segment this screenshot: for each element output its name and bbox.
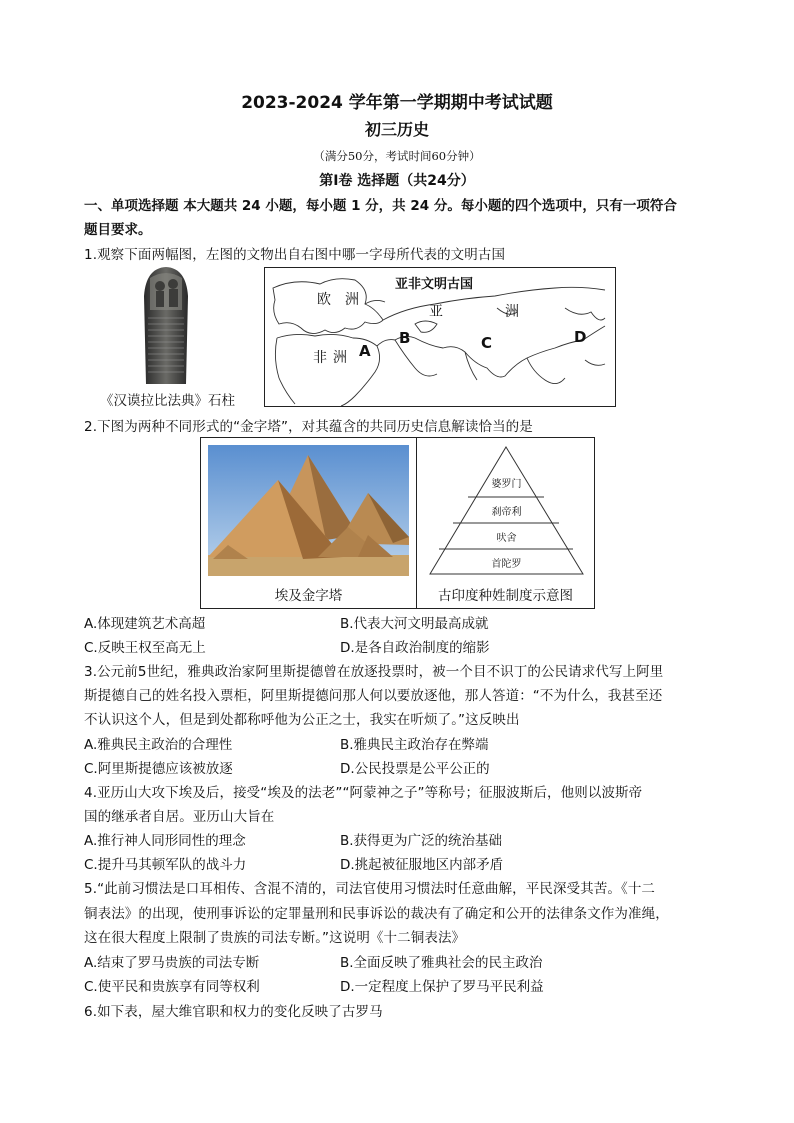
q6-stem: 6.如下表，屋大维官职和权力的变化反映了古罗马 (84, 1004, 383, 1020)
q5-option-a[interactable]: A.结束了罗马贵族的司法专断 (84, 955, 260, 971)
q1-stem: 1.观察下面两幅图，左图的文物出自右图中哪一字母所代表的文明古国 (84, 247, 506, 263)
q5-line-2: 铜表法》的出现，使刑事诉讼的定罪量刑和民事诉讼的裁决有了确定和公开的法律条文作为准绳， (84, 906, 669, 922)
q3-line-2: 斯提德自己的姓名投入票柜，阿里斯提德问那人何以要放逐他，那人答道：“不为什么，我甚至还 (84, 688, 663, 704)
subject-title: 初三历史 (364, 120, 429, 139)
q3-line-3: 不认识这个人，但是到处都称呼他为公正之士，我实在听烦了。”这反映出 (84, 712, 520, 728)
figure-divider (416, 438, 417, 608)
q5-line-1: 5.“此前习惯法是口耳相传、含混不清的，司法官使用习惯法时任意曲解，平民深受其苦。《十二 (84, 881, 656, 897)
q2-option-d[interactable]: D.是各自政治制度的缩影 (340, 640, 490, 656)
section-title: 第Ⅰ卷 选择题（共24分） (319, 173, 475, 189)
caste-pyramid-diagram (429, 445, 584, 575)
q4-line-1: 4.亚历山大攻下埃及后，接受“埃及的法老”“阿蒙神之子”等称号；征服波斯后，他则以波斯帝 (84, 785, 643, 801)
caste-kshatriya: 刹帝利 (491, 507, 522, 518)
q2-option-c[interactable]: C.反映王权至高无上 (84, 640, 206, 656)
q5-option-c[interactable]: C.使平民和贵族享有同等权利 (84, 979, 260, 995)
q2-option-b[interactable]: B.代表大河文明最高成就 (340, 616, 489, 632)
afro-asian-civilizations-map (264, 267, 616, 407)
q4-option-a[interactable]: A.推行神人同形同性的理念 (84, 833, 246, 849)
q2-option-a[interactable]: A.体现建筑艺术高超 (84, 616, 206, 632)
caste-vaishya: 吠舍 (496, 533, 517, 544)
exam-note: （满分50分，考试时间60分钟） (313, 149, 481, 163)
q4-option-b[interactable]: B.获得更为广泛的统治基础 (340, 833, 503, 849)
map-label-asia-1: 亚 (429, 304, 443, 320)
q3-option-b[interactable]: B.雅典民主政治存在弊端 (340, 737, 489, 753)
map-letter-c: C (481, 334, 493, 352)
q2-figure-table (200, 437, 595, 609)
q3-line-1: 3.公元前5世纪，雅典政治家阿里斯提德曾在放逐投票时，被一个目不识丁的公民请求代写上阿里 (84, 664, 664, 680)
map-label-africa-1: 非 (313, 350, 327, 366)
q5-option-b[interactable]: B.全面反映了雅典社会的民主政治 (340, 955, 543, 971)
instructions-line-2: 题目要求。 (84, 222, 152, 238)
exam-title: 2023-2024 学年第一学期期中考试试题 (241, 93, 553, 113)
map-label-europe-1: 欧 (317, 292, 331, 308)
caste-shudra: 首陀罗 (491, 559, 522, 570)
caste-caption: 古印度种姓制度示意图 (438, 588, 573, 604)
map-letter-d: D (574, 328, 587, 346)
map-label-asia-2: 洲 (505, 304, 519, 320)
q4-option-c[interactable]: C.提升马其顿军队的战斗力 (84, 857, 247, 873)
q4-option-d[interactable]: D.挑起被征服地区内部矛盾 (340, 857, 504, 873)
map-letter-a: A (359, 342, 371, 360)
caste-brahmin: 婆罗门 (491, 479, 522, 490)
q3-option-a[interactable]: A.雅典民主政治的合理性 (84, 737, 233, 753)
q5-line-3: 这在很大程度上限制了贵族的司法专断。”这说明《十二铜表法》 (84, 930, 466, 946)
map-label-africa-2: 洲 (333, 350, 347, 366)
q3-option-d[interactable]: D.公民投票是公平公正的 (340, 761, 490, 777)
map-title: 亚非文明古国 (395, 277, 474, 292)
q2-stem: 2.下图为两种不同形式的“金字塔”，对其蕴含的共同历史信息解读恰当的是 (84, 419, 533, 435)
q3-option-c[interactable]: C.阿里斯提德应该被放逐 (84, 761, 233, 777)
hammurabi-stele-image (140, 266, 192, 384)
egypt-pyramids-photo (208, 445, 409, 576)
map-label-europe-2: 洲 (345, 292, 359, 308)
egypt-pyramid-caption: 埃及金字塔 (274, 588, 343, 604)
map-letter-b: B (399, 329, 411, 347)
q4-line-2: 国的继承者自居。亚历山大旨在 (84, 809, 275, 825)
q5-option-d[interactable]: D.一定程度上保护了罗马平民利益 (340, 979, 544, 995)
instructions-line-1: 一、单项选择题 本大题共 24 小题，每小题 1 分，共 24 分。每小题的四个选项中，只有一项符合 (84, 198, 677, 214)
stele-caption: 《汉谟拉比法典》石柱 (100, 393, 235, 409)
